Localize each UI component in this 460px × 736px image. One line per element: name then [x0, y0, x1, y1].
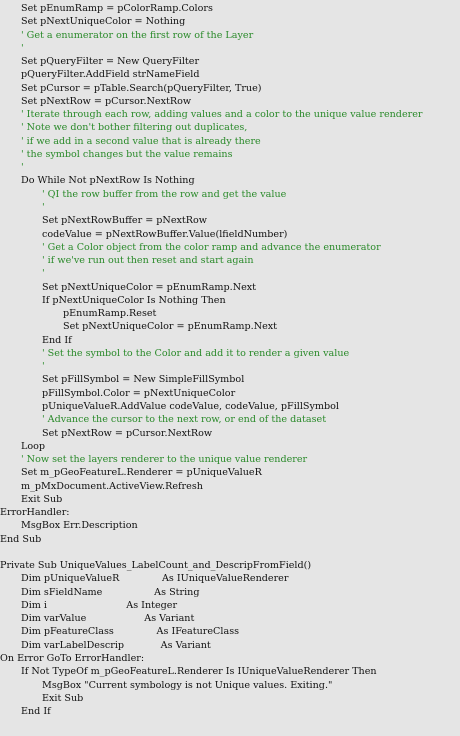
code-line: Dim pUniqueValueR As IUniqueValueRenderer: [21, 573, 289, 585]
code-line: codeValue = pNextRowBuffer.Value(lfieldNumber): [42, 228, 288, 240]
code-line: On Error GoTo ErrorHandler:: [0, 653, 145, 665]
code-comment-line: ' Set the symbol to the Color and add it to render a given value: [42, 347, 350, 359]
code-comment-line: ': [21, 42, 24, 54]
code-line: Dim sFieldName As String: [21, 586, 200, 598]
code-line: m_pMxDocument.ActiveView.Refresh: [21, 480, 203, 492]
code-line: Set pFillSymbol = New SimpleFillSymbol: [42, 374, 245, 386]
code-line: MsgBox Err.Description: [21, 520, 138, 532]
code-comment-line: ' QI the row buffer from the row and get the value: [42, 188, 287, 200]
code-line: Set pNextRow = pCursor.NextRow: [42, 427, 213, 439]
code-line: Set pNextUniqueColor = pEnumRamp.Next: [42, 281, 257, 293]
code-comment-line: ' Iterate through each row, adding values and a color to the unique value renderer: [21, 109, 423, 121]
code-line: Set pCursor = pTable.Search(pQueryFilter, True): [21, 82, 262, 94]
code-line: If pNextUniqueColor Is Nothing Then: [42, 294, 226, 306]
code-line: Dim pFeatureClass As IFeatureClass: [21, 626, 240, 638]
code-listing: [0, 2, 460, 718]
code-comment-line: ' if we add in a second value that is already there: [21, 135, 261, 147]
code-line: Dim varLabelDescrip As Variant: [21, 639, 211, 651]
code-line: Private Sub UniqueValues_LabelCount_and_DescripFromField(): [0, 560, 312, 572]
code-comment-line: ' the symbol changes but the value remains: [21, 148, 233, 160]
code-comment-line: ': [42, 201, 45, 213]
code-line: MsgBox "Current symbology is not Unique values. Exiting.": [42, 679, 333, 691]
code-comment-line: ': [42, 361, 45, 373]
code-line: Set pNextUniqueColor = pEnumRamp.Next: [63, 321, 278, 333]
code-comment-line: ' Get a Color object from the color ramp and advance the enumerator: [42, 241, 381, 253]
code-line: Set pNextRowBuffer = pNextRow: [42, 215, 207, 227]
code-comment-line: ' if we've run out then reset and start again: [42, 255, 254, 267]
code-line: End If: [21, 706, 51, 718]
code-line: pQueryFilter.AddField strNameField: [21, 69, 200, 81]
code-line: pEnumRamp.Reset: [63, 308, 157, 320]
code-line: pUniqueValueR.AddValue codeValue, codeValue, pFillSymbol: [42, 400, 339, 412]
code-line: Dim varValue As Variant: [21, 613, 195, 625]
code-comment-line: ': [21, 162, 24, 174]
code-line: [0, 546, 460, 559]
code-line: Exit Sub: [21, 493, 63, 505]
code-line: Dim i As Integer: [21, 599, 178, 611]
code-line: Set pQueryFilter = New QueryFilter: [21, 56, 200, 68]
code-comment-line: ': [42, 268, 45, 280]
code-line: End If: [42, 334, 72, 346]
code-comment-line: ' Get a enumerator on the first row of the Layer: [21, 29, 254, 41]
code-line: Do While Not pNextRow Is Nothing: [21, 175, 195, 187]
code-line: Exit Sub: [42, 692, 84, 704]
code-line: pFillSymbol.Color = pNextUniqueColor: [42, 387, 236, 399]
code-line: Set m_pGeoFeatureL.Renderer = pUniqueValueR: [21, 467, 262, 479]
code-line: Loop: [21, 440, 46, 452]
code-line: Set pEnumRamp = pColorRamp.Colors: [21, 3, 213, 14]
code-line: End Sub: [0, 533, 42, 545]
code-comment-line: ' Note we don't bother filtering out duplicates,: [21, 122, 248, 134]
code-line: Set pNextUniqueColor = Nothing: [21, 16, 186, 28]
code-comment-line: ' Now set the layers renderer to the unique value renderer: [21, 454, 308, 466]
code-comment-line: ' Advance the cursor to the next row, or end of the dataset: [42, 414, 327, 426]
code-line: If Not TypeOf m_pGeoFeatureL.Renderer Is IUniqueValueRenderer Then: [21, 666, 377, 678]
code-line: Set pNextRow = pCursor.NextRow: [21, 95, 192, 107]
code-line: ErrorHandler:: [0, 507, 70, 519]
